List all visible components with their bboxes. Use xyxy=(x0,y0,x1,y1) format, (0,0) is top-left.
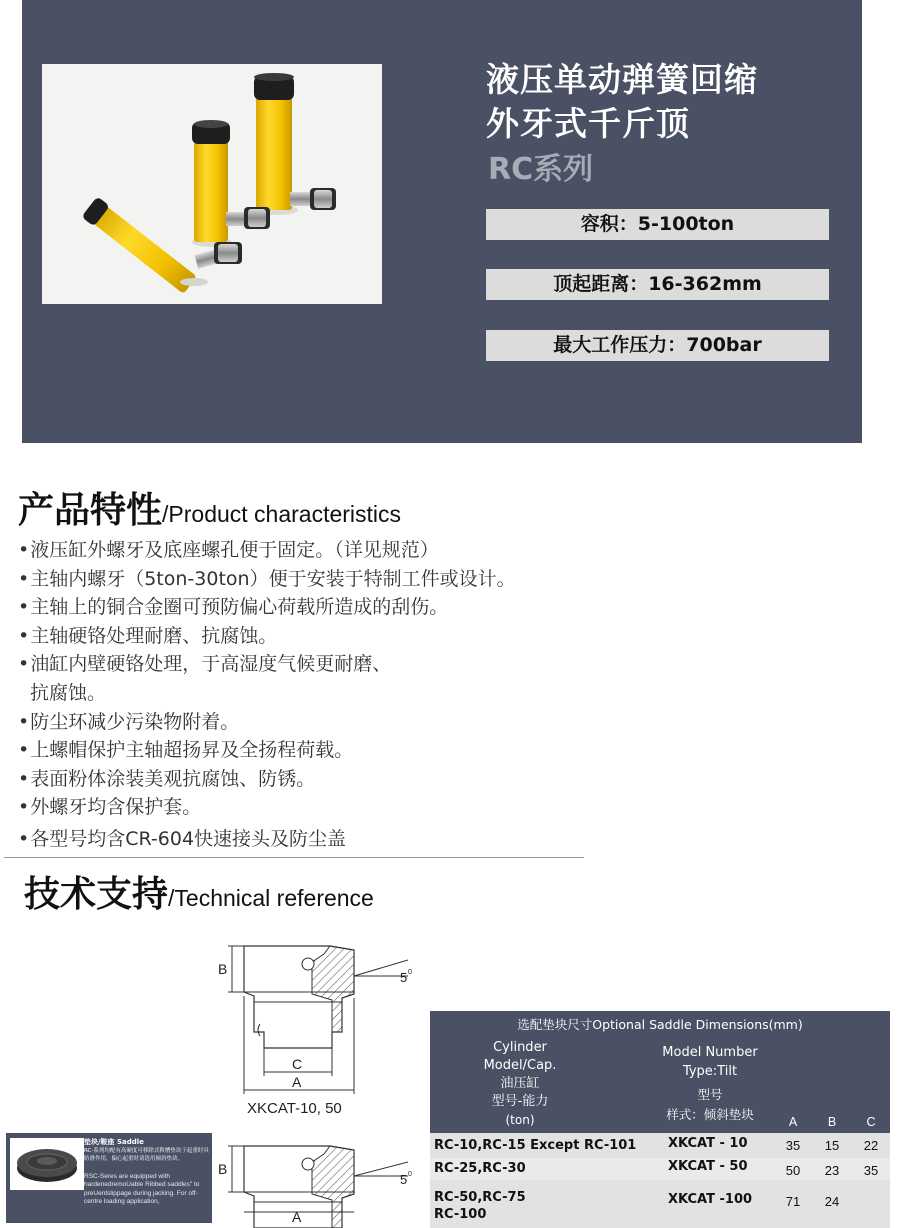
drawing2-angle: 5 xyxy=(400,1172,408,1187)
features-heading xyxy=(18,482,401,533)
col-cylinder-line: Cylinder xyxy=(493,1040,547,1055)
feature-item: • 液压缸外螺牙及底座螺孔便于固定。（详见规范） xyxy=(18,536,658,565)
col-model-line: Type:Tilt xyxy=(682,1064,738,1079)
feature-item: • 主轴内螺牙（5ton-30ton）便于安装于特制工件或设计。 xyxy=(18,565,658,594)
saddle-puck-icon xyxy=(10,1138,84,1190)
row-number: XKCAT - 10 xyxy=(668,1136,748,1151)
drawing2-label-b: B xyxy=(218,1161,228,1177)
table-col-c: C xyxy=(866,1115,876,1129)
feature-item: • 主轴硬铬处理耐磨、抗腐蚀。 xyxy=(18,622,658,651)
hero-panel xyxy=(22,0,862,443)
drawing1-label-c: C xyxy=(292,1056,303,1072)
table-col-a: A xyxy=(788,1115,798,1129)
drawing1-angle-unit: 0 xyxy=(408,969,412,976)
features-list xyxy=(18,536,658,854)
table-col-model-number xyxy=(645,1043,775,1081)
feature-item: • 油缸内壁硬铬处理，于高湿度气候更耐磨、 xyxy=(18,650,658,679)
series-label: RC系列 xyxy=(488,152,594,187)
row-b: 15 xyxy=(824,1138,840,1153)
saddle-note-title: 垫块/鞍座 Saddle xyxy=(84,1138,144,1146)
row-model-line-2: RC-100 xyxy=(434,1207,487,1222)
spec-stroke: 顶起距离：16-362mm xyxy=(486,269,829,300)
table-header xyxy=(430,1011,890,1133)
col-cylinder-line: Model/Cap. xyxy=(483,1058,557,1073)
table-row xyxy=(430,1158,890,1180)
saddle-note-en: RSC-Seres are equipped with hardenedremoUable Ribbed saddles" to preUentslippage during jacking. For off-centre loading application, xyxy=(84,1173,200,1206)
row-model: RC-25,RC-30 xyxy=(434,1161,526,1176)
table-col-cylinder xyxy=(470,1039,570,1129)
saddle-note-zh: RC-系列均配有高硬度可移除式鞍槽垫块于起重时具防滑作用，偏心起重时请选用倾斜垫块。 xyxy=(84,1148,209,1162)
row-a: 71 xyxy=(785,1194,801,1209)
col-cylinder-line: 型号-能力 xyxy=(491,1094,549,1109)
row-c: 35 xyxy=(863,1163,879,1178)
technical-heading-zh: 技术支持 xyxy=(24,874,169,915)
product-title xyxy=(486,58,758,146)
technical-heading xyxy=(24,866,374,917)
feature-item: • 各型号均含CR-604快速接头及防尘盖 xyxy=(18,825,658,854)
hydraulic-cylinders-image xyxy=(42,64,382,304)
row-model: RC-10,RC-15 Except RC-101 xyxy=(434,1138,637,1153)
row-a: 35 xyxy=(785,1138,801,1153)
col-cylinder-line: 油压缸 xyxy=(500,1076,540,1091)
row-b: 23 xyxy=(824,1163,840,1178)
saddle-note xyxy=(6,1133,212,1223)
spec-pressure: 最大工作压力：700bar xyxy=(486,330,829,361)
table-col-b: B xyxy=(827,1115,837,1129)
features-heading-zh: 产品特性 xyxy=(18,490,163,531)
section-divider xyxy=(4,857,584,858)
spec-capacity: 容积：5-100ton xyxy=(486,209,829,240)
drawing1-angle: 5 xyxy=(400,970,408,985)
table-row xyxy=(430,1133,890,1158)
feature-item: • 表面粉体涂装美观抗腐蚀、防锈。 xyxy=(18,765,658,794)
table-col-model-zh xyxy=(645,1085,775,1125)
row-model: RC-50,RC-75 xyxy=(434,1190,526,1205)
technical-heading-en: /Technical reference xyxy=(168,885,374,911)
table-row xyxy=(430,1180,890,1228)
col-model-line: Model Number xyxy=(662,1045,758,1060)
table-title: 选配垫块尺寸Optional Saddle Dimensions(mm) xyxy=(517,1017,803,1032)
features-heading-en: /Product characteristics xyxy=(162,501,402,527)
row-number: XKCAT -100 xyxy=(668,1192,753,1207)
col-cylinder-line: (ton) xyxy=(505,1113,535,1127)
col-model-line: 型号 xyxy=(697,1087,723,1102)
saddle-drawing-xkcat-10-50 xyxy=(212,936,427,1096)
drawing1-label-b: B xyxy=(218,961,228,977)
product-photo xyxy=(42,64,382,304)
row-b: 24 xyxy=(824,1194,840,1209)
product-title-line-2: 外牙式千斤顶 xyxy=(486,104,690,143)
feature-item: • 防尘环减少污染物附着。 xyxy=(18,708,658,737)
row-a: 50 xyxy=(785,1163,801,1178)
product-title-line-1: 液压单动弹簧回缩 xyxy=(486,60,758,99)
feature-item: • 主轴上的铜合金圈可预防偏心荷载所造成的刮伤。 xyxy=(18,593,658,622)
drawing2-angle-unit: 0 xyxy=(408,1171,412,1178)
feature-item: • 外螺牙均含保护套。 xyxy=(18,793,658,822)
saddle-photo xyxy=(10,1138,84,1190)
saddle-dimensions-table xyxy=(430,1011,890,1228)
drawing1-label-a: A xyxy=(292,1074,302,1090)
col-model-line: 样式：倾斜垫块 xyxy=(666,1107,754,1122)
saddle-drawing-xkcat-100 xyxy=(212,1136,427,1228)
row-c: 22 xyxy=(863,1138,879,1153)
drawing1-caption: XKCAT-10, 50 xyxy=(247,1100,342,1117)
drawing2-label-a: A xyxy=(292,1209,302,1225)
feature-item: • 上螺帽保护主轴超扬昇及全扬程荷载。 xyxy=(18,736,658,765)
feature-item-continued: 抗腐蚀。 xyxy=(30,681,107,704)
row-number: XKCAT - 50 xyxy=(668,1159,748,1174)
